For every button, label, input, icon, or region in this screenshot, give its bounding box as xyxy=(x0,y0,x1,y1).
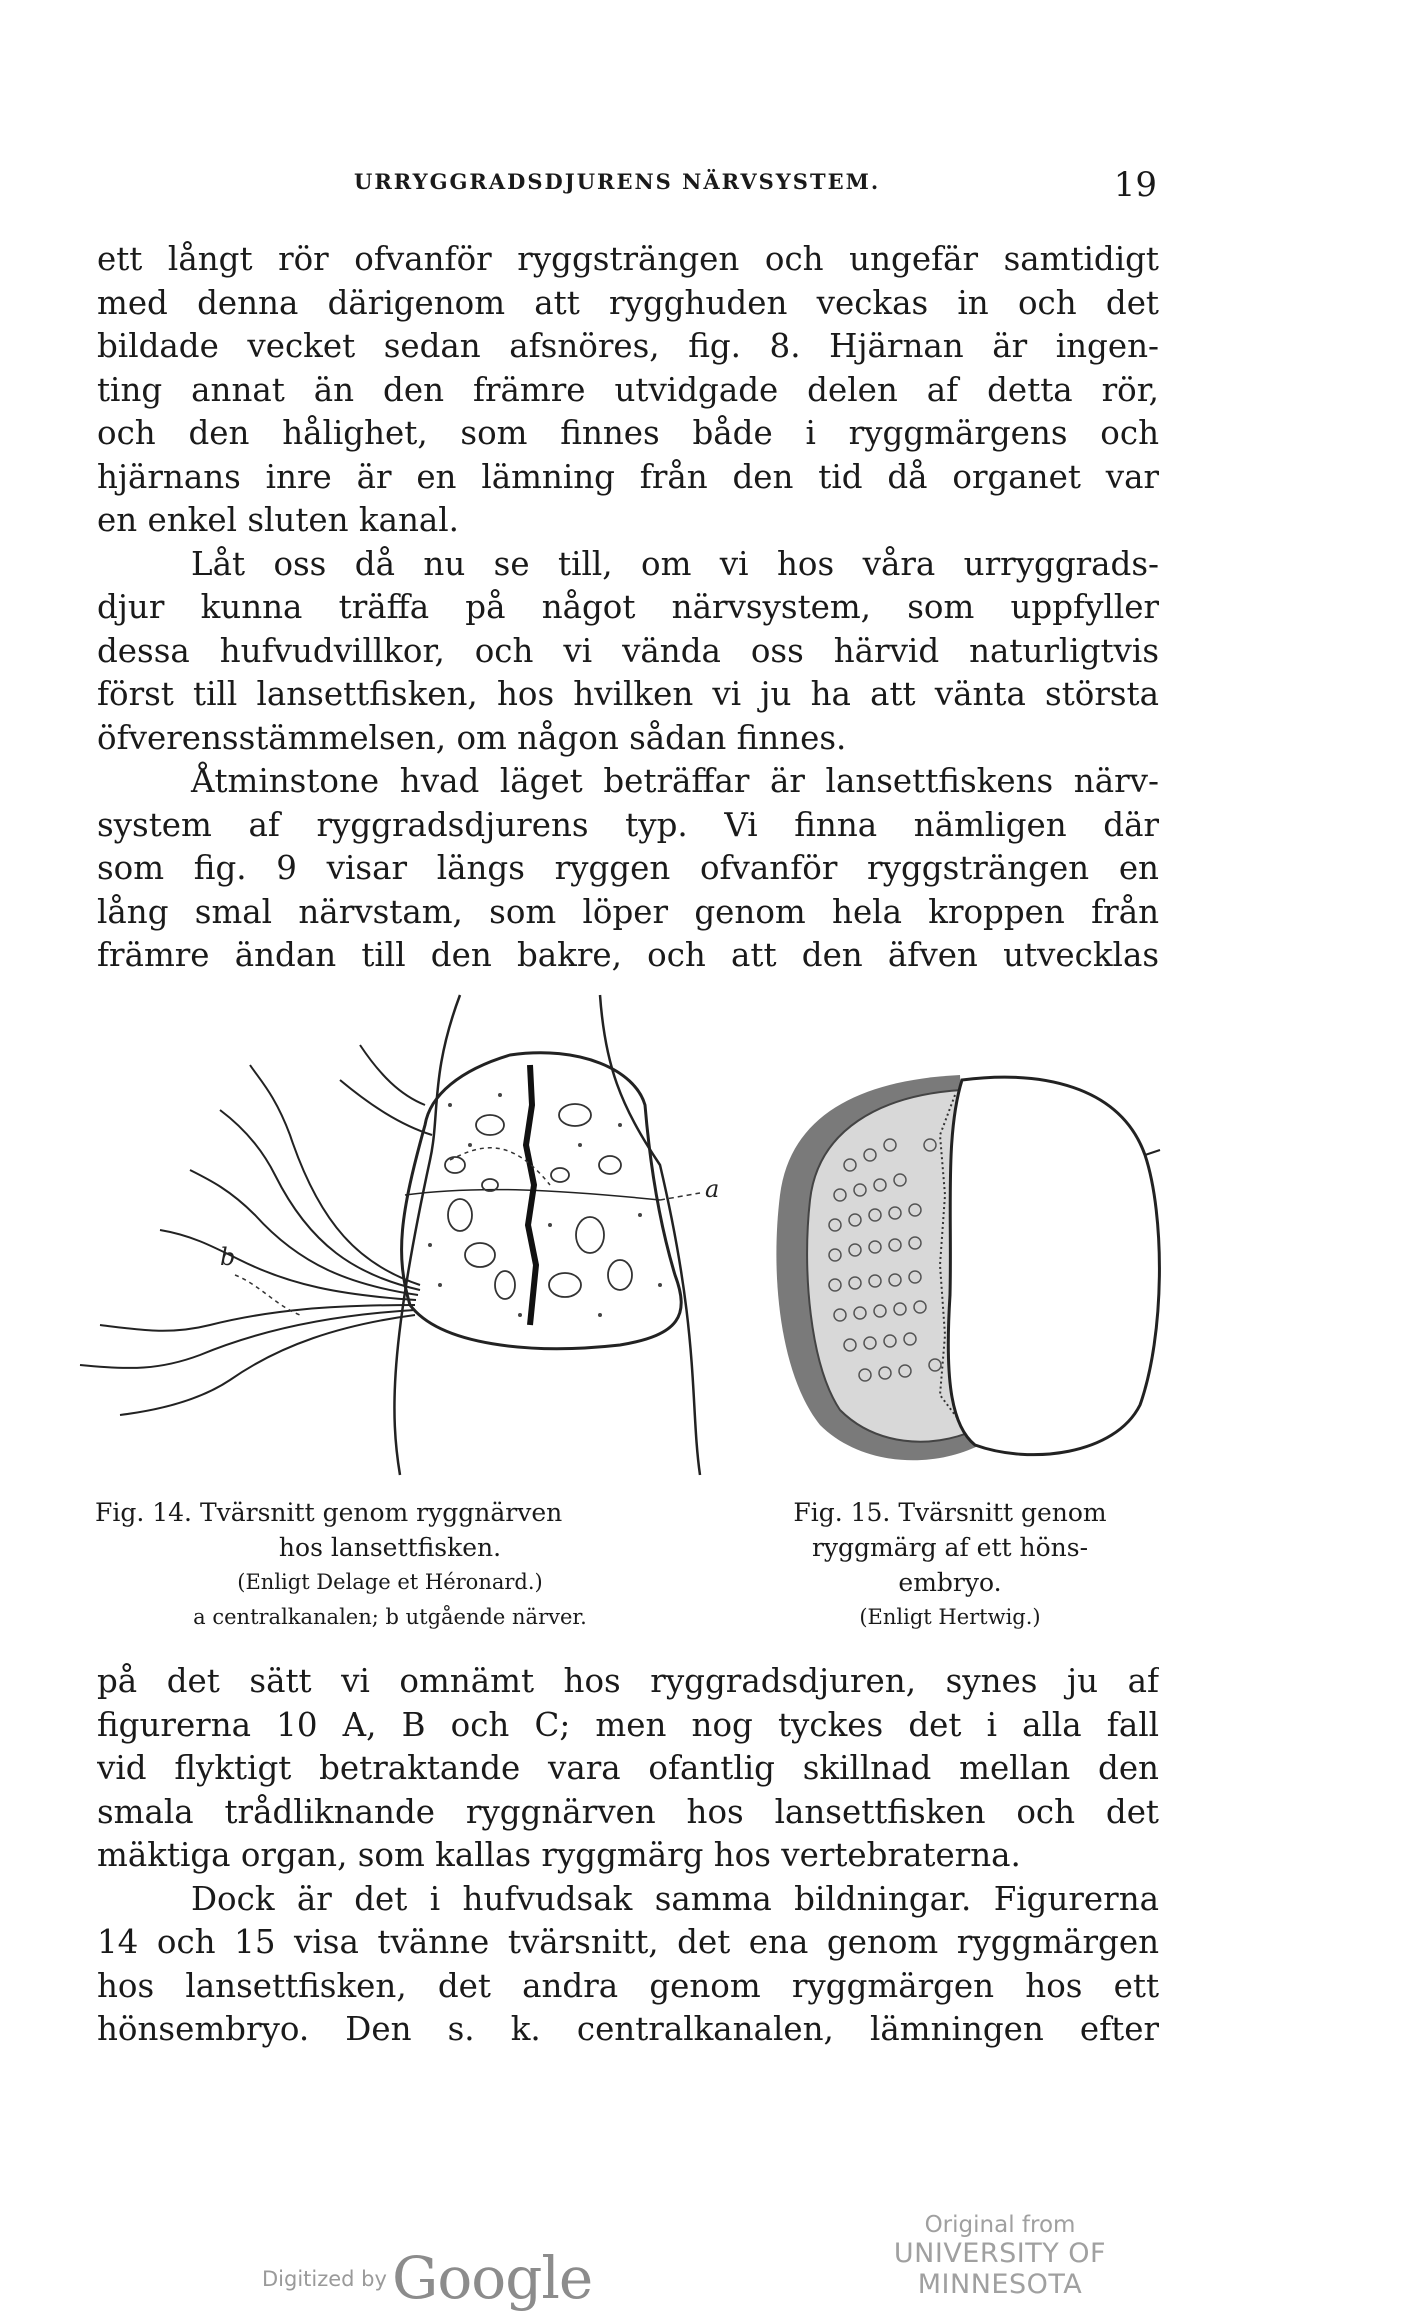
figure-14-caption-subtitle: hos lansettfisken. xyxy=(278,1533,502,1562)
figure-14-caption xyxy=(95,1495,685,1635)
text-line: öfverensstämmelsen, om någon sådan finnes. xyxy=(97,718,847,757)
university-name: UNIVERSITY OF MINNESOTA xyxy=(893,2238,1107,2300)
text-line: system af ryggradsdjurens typ. Vi finna nämligen där xyxy=(97,805,1159,844)
page-header xyxy=(97,165,1157,205)
running-title: URRYGGRADSDJURENS NÄRVSYSTEM. xyxy=(354,169,881,194)
text-line: smala trådliknande ryggnärven hos lansettfisken och det xyxy=(97,1792,1159,1831)
text-line: Dock är det i hufvudsak samma bildningar. Figurerna xyxy=(191,1879,1159,1918)
text-line: bildade vecket sedan afsnöres, fig. 8. Hjärnan är ingen- xyxy=(97,327,1159,365)
text-line: med denna därigenom att rygghuden veckas in och det xyxy=(97,283,1159,322)
text-line: ting annat än den främre utvidgade delen af detta rör, xyxy=(97,370,1159,409)
figure-15-caption-source: (Enligt Hertwig.) xyxy=(859,1605,1041,1629)
text-line: främre ändan till den bakre, och att den äfven utvecklas xyxy=(97,936,1159,974)
body-text-top xyxy=(97,238,1159,978)
figure-15-caption-subtitle: ryggmärg af ett höns- xyxy=(811,1533,1089,1562)
figure-14-caption-title: Fig. 14. Tvärsnitt genom ryggnärven xyxy=(95,1498,563,1527)
figure-14-illustration xyxy=(60,985,720,1485)
digitized-by-google-watermark xyxy=(262,2244,592,2312)
body-text-bottom xyxy=(97,1660,1159,2052)
figure-15-illustration xyxy=(740,1045,1180,1485)
text-line: 14 och 15 visa tvänne tvärsnitt, det ena genom ryggmärgen xyxy=(97,1923,1159,1961)
google-logo: Google xyxy=(392,2244,593,2312)
text-line: hjärnans inre är en lämning från den tid då organet var xyxy=(97,457,1159,496)
figure-14-label-a: a xyxy=(705,1175,720,1203)
digitized-by-label: Digitized by xyxy=(262,2267,387,2291)
text-line: djur kunna träffa på något närvsystem, som uppfyller xyxy=(97,588,1159,626)
text-line: en enkel sluten kanal. xyxy=(97,501,459,539)
text-line: Åtminstone hvad läget beträffar är lansettfiskens närv- xyxy=(191,762,1159,800)
figure-14-label-b: b xyxy=(220,1243,236,1271)
text-line: hönsembryo. Den s. k. centralkanalen, lämningen efter xyxy=(97,2010,1159,2048)
text-line: mäktiga organ, som kallas ryggmärg hos vertebraterna. xyxy=(97,1836,1021,1874)
text-line: först till lansettfisken, hos hvilken vi ju ha att vänta största xyxy=(97,675,1159,713)
figure-14-caption-legend: a centralkanalen; b utgående närver. xyxy=(193,1605,587,1629)
original-from-label: Original from xyxy=(924,2212,1076,2238)
text-line: dessa hufvudvillkor, och vi vända oss härvid naturligtvis xyxy=(97,631,1159,670)
figure-15-caption xyxy=(740,1495,1160,1635)
figure-15-caption-title: Fig. 15. Tvärsnitt genom xyxy=(793,1498,1107,1527)
source-attribution xyxy=(820,2212,1180,2300)
text-line: hos lansettfisken, det andra genom ryggmärgen hos ett xyxy=(97,1966,1159,2005)
text-line: ett långt rör ofvanför ryggsträngen och ungefär samtidigt xyxy=(97,240,1159,278)
text-line: och den hålighet, som finnes både i ryggmärgens och xyxy=(97,414,1159,452)
text-line: vid flyktigt betraktande vara ofantlig skillnad mellan den xyxy=(97,1749,1159,1787)
text-line: Låt oss då nu se till, om vi hos våra urryggrads- xyxy=(191,544,1159,583)
text-line: lång smal närvstam, som löper genom hela kroppen från xyxy=(97,892,1159,931)
text-line: som fig. 9 visar längs ryggen ofvanför ryggsträngen en xyxy=(97,849,1159,887)
text-line: på det sätt vi omnämt hos ryggradsdjuren, synes ju af xyxy=(97,1662,1159,1700)
text-line: figurerna 10 A, B och C; men nog tyckes det i alla fall xyxy=(97,1705,1159,1744)
page-number: 19 xyxy=(1113,165,1157,205)
figure-15-caption-subtitle-2: embryo. xyxy=(898,1568,1002,1597)
figure-14-caption-source: (Enligt Delage et Héronard.) xyxy=(237,1570,543,1594)
